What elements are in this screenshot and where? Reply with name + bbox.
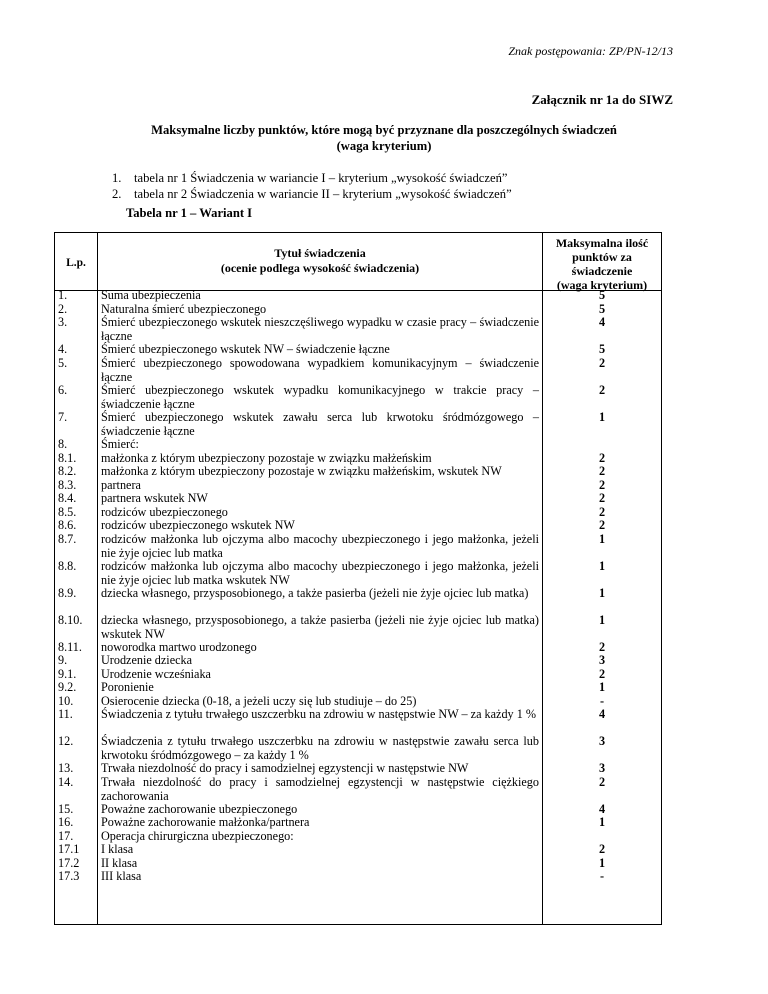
row-title: Suma ubezpieczenia (101, 288, 201, 302)
row-title: Poważne zachorowanie ubezpieczonego (101, 802, 298, 816)
row-number: 9.1. (58, 667, 77, 681)
row-points: 2 (598, 505, 606, 519)
row-number: 15. (58, 802, 74, 816)
row-title: Śmierć ubezpieczonego wskutek zawału serca lub krwotoku śródmózgowego – świadczenie łączne (101, 410, 539, 438)
header-title-line-2: (ocenie podlega wysokość świadczenia) (220, 261, 420, 275)
row-title: Śmierć ubezpieczonego wskutek NW – świadczenie łączne (101, 342, 390, 356)
row-points: 2 (598, 640, 606, 654)
row-number: 17.3 (58, 869, 80, 883)
row-title: partnera wskutek NW (101, 491, 208, 505)
row-points: 5 (598, 342, 606, 356)
row-number: 2. (58, 302, 68, 316)
row-points: 4 (598, 802, 606, 816)
row-title: partnera (101, 478, 141, 492)
row-points: 3 (598, 734, 606, 748)
row-title: III klasa (101, 869, 142, 883)
row-number: 12. (58, 734, 74, 748)
row-title: Osierocenie dziecka (0-18, a jeżeli uczy się lub studiuje – do 25) (101, 694, 417, 708)
list-item-number: 1. (112, 171, 122, 185)
row-number: 8.3. (58, 478, 77, 492)
list-item-text: tabela nr 2 Świadczenia w wariancie II – kryterium „wysokość świadczeń” (134, 187, 512, 201)
row-title: Urodzenie dziecka (101, 653, 193, 667)
row-points: 2 (598, 775, 606, 789)
header-max-line-2: punktów za (572, 250, 632, 264)
row-title: Świadczenia z tytułu trwałego uszczerbku na zdrowiu w następstwie zawału serca lub krwotoku śródmózgowego – za każdy 1 % (101, 734, 539, 762)
row-number: 8.9. (58, 586, 77, 600)
table-title: Tabela nr 1 – Wariant I (126, 206, 253, 220)
row-title: noworodka martwo urodzonego (101, 640, 257, 654)
row-number: 7. (58, 410, 68, 424)
row-title: dziecka własnego, przysposobionego, a także pasierba (jeżeli nie żyje ojciec lub matka) wskutek NW (101, 613, 539, 641)
row-title: małżonka z którym ubezpieczony pozostaje w związku małżeńskim (101, 451, 432, 465)
row-title: Trwała niezdolność do pracy i samodzielnej egzystencji w następstwie ciężkiego zachorowania (101, 775, 539, 803)
row-points: 2 (598, 464, 606, 478)
row-number: 11. (58, 707, 73, 721)
table-list (112, 170, 512, 202)
row-points: 4 (598, 315, 606, 329)
list-item (112, 170, 512, 186)
row-title: Poważne zachorowanie małżonka/partnera (101, 815, 310, 829)
row-title: Śmierć: (101, 437, 139, 451)
row-number: 16. (58, 815, 74, 829)
row-title: rodziców małżonka lub ojczyma albo macochy ubezpieczonego i jego małżonka, jeżeli nie żyje ojciec lub matka wskutek NW (101, 559, 539, 587)
row-number: 8.8. (58, 559, 77, 573)
header-max-points (543, 236, 661, 292)
header-title (97, 246, 543, 276)
row-points: 1 (598, 680, 606, 694)
row-points: 2 (598, 667, 606, 681)
row-title: dziecka własnego, przysposobionego, a także pasierba (jeżeli nie żyje ojciec lub matka) (101, 586, 529, 600)
row-points: 2 (598, 491, 606, 505)
row-number: 4. (58, 342, 68, 356)
row-number: 8.10. (58, 613, 83, 627)
row-title: Świadczenia z tytułu trwałego uszczerbku na zdrowiu w następstwie NW – za każdy 1 % (101, 707, 536, 721)
page-heading (0, 122, 768, 154)
row-title: rodziców ubezpieczonego (101, 505, 228, 519)
row-title: rodziców ubezpieczonego wskutek NW (101, 518, 295, 532)
row-points: 2 (598, 356, 606, 370)
row-points: 1 (598, 586, 606, 600)
row-points: 2 (598, 383, 606, 397)
row-number: 8.7. (58, 532, 77, 546)
row-title: małżonka z którym ubezpieczony pozostaje w związku małżeńskim, wskutek NW (101, 464, 502, 478)
header-max-line-4: (waga kryterium) (556, 278, 648, 292)
row-number: 8.5. (58, 505, 77, 519)
row-number: 8.4. (58, 491, 77, 505)
row-number: 8. (58, 437, 68, 451)
row-points: 3 (598, 761, 606, 775)
list-item-text: tabela nr 1 Świadczenia w wariancie I – kryterium „wysokość świadczeń” (134, 171, 508, 185)
row-number: 17. (58, 829, 74, 843)
points-table (54, 232, 662, 925)
row-number: 8.2. (58, 464, 77, 478)
row-number: 3. (58, 315, 68, 329)
list-item (112, 186, 512, 202)
row-points: 5 (598, 288, 606, 302)
row-points: - (599, 869, 605, 883)
row-number: 17.1 (58, 842, 80, 856)
row-title: rodziców małżonka lub ojczyma albo macochy ubezpieczonego i jego małżonka, jeżeli nie żyje ojciec lub matka (101, 532, 539, 560)
header-max-line-3: świadczenie (571, 264, 633, 278)
list-item-number: 2. (112, 187, 122, 201)
row-points: 1 (598, 410, 606, 424)
row-points: 5 (598, 302, 606, 316)
row-number: 17.2 (58, 856, 80, 870)
row-title: Operacja chirurgiczna ubezpieczonego: (101, 829, 294, 843)
heading-line-2: (waga kryterium) (336, 139, 432, 153)
row-number: 13. (58, 761, 74, 775)
row-number: 14. (58, 775, 74, 789)
row-number: 6. (58, 383, 68, 397)
heading-line-1: Maksymalne liczby punktów, które mogą być przyznane dla poszczególnych świadczeń (151, 123, 617, 137)
row-points: 2 (598, 842, 606, 856)
row-number: 8.1. (58, 451, 77, 465)
header-max-line-1: Maksymalna ilość (555, 236, 649, 250)
row-points: - (599, 694, 605, 708)
row-number: 9. (58, 653, 68, 667)
row-number: 10. (58, 694, 74, 708)
row-title: I klasa (101, 842, 134, 856)
row-title: Urodzenie wcześniaka (101, 667, 211, 681)
header-title-line-1: Tytuł świadczenia (274, 246, 366, 260)
row-number: 9.2. (58, 680, 77, 694)
row-number: 8.6. (58, 518, 77, 532)
row-points: 2 (598, 478, 606, 492)
row-title: Śmierć ubezpieczonego wskutek nieszczęśliwego wypadku w czasie pracy – świadczenie łączne (101, 315, 539, 343)
row-points: 2 (598, 451, 606, 465)
row-points: 1 (598, 559, 606, 573)
row-points: 2 (598, 518, 606, 532)
attachment-label: Załącznik nr 1a do SIWZ (531, 92, 673, 107)
reference-number: Znak postępowania: ZP/PN-12/13 (508, 44, 673, 58)
row-title: Trwała niezdolność do pracy i samodzielnej egzystencji w następstwie NW (101, 761, 469, 775)
row-title: Śmierć ubezpieczonego spowodowana wypadkiem komunikacyjnym – świadczenie łączne (101, 356, 539, 384)
row-number: 8.11. (58, 640, 82, 654)
row-title: II klasa (101, 856, 138, 870)
row-title: Poronienie (101, 680, 154, 694)
row-points: 3 (598, 653, 606, 667)
row-number: 5. (58, 356, 68, 370)
row-points: 1 (598, 815, 606, 829)
row-title: Śmierć ubezpieczonego wskutek wypadku komunikacyjnego w trakcie pracy – świadczenie łączne (101, 383, 539, 411)
row-points: 1 (598, 613, 606, 627)
row-number: 1. (58, 288, 68, 302)
header-lp: L.p. (66, 257, 86, 269)
row-points: 1 (598, 856, 606, 870)
row-points: 4 (598, 707, 606, 721)
row-title: Naturalna śmierć ubezpieczonego (101, 302, 267, 316)
row-points: 1 (598, 532, 606, 546)
